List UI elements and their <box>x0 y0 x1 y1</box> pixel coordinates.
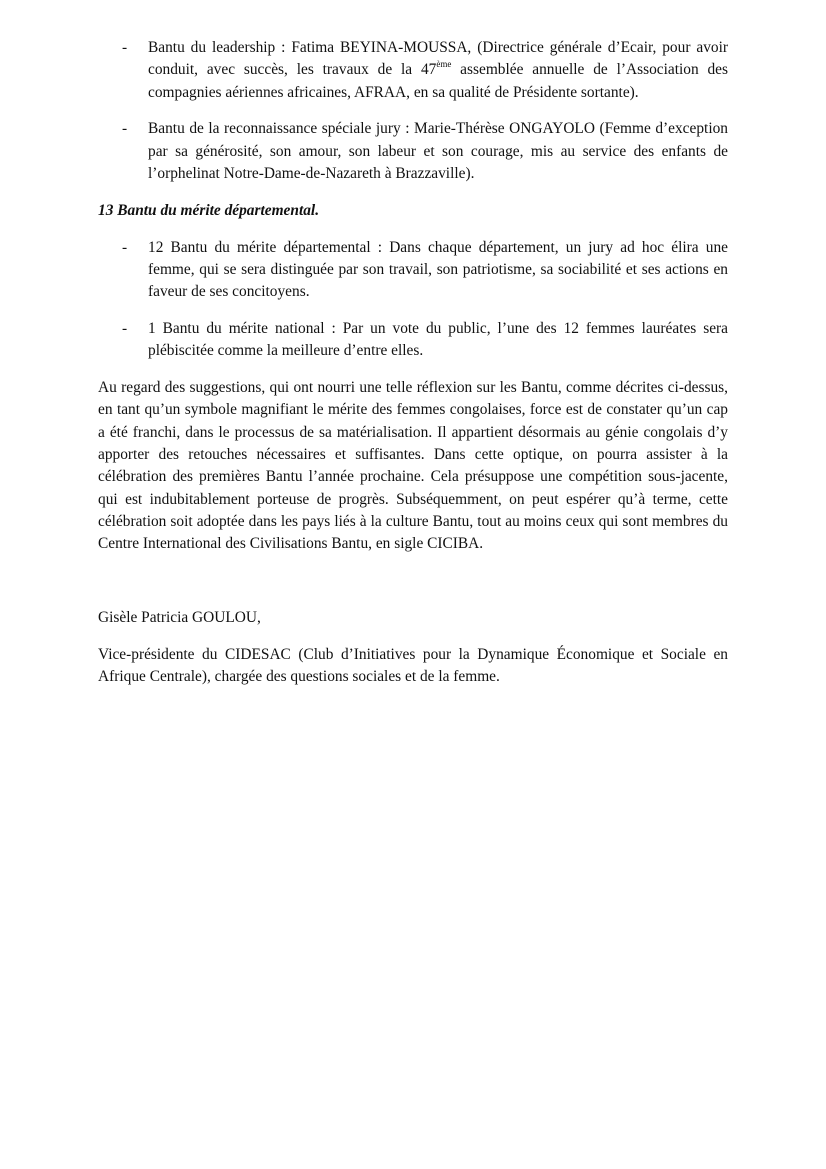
list-item-leadership <box>98 37 728 104</box>
signature-role: Vice-présidente du CIDESAC (Club d’Initiatives pour la Dynamique Économique et Sociale en Afrique Centrale), chargée des questions sociales et de la femme. <box>98 645 728 686</box>
list-dash: - <box>122 319 128 337</box>
section-heading: 13 Bantu du mérite départemental. <box>98 201 320 219</box>
list-dash: - <box>122 238 128 256</box>
list-item-text: 1 Bantu du mérite national : Par un vote du public, l’une des 12 femmes lauréates sera plébiscitée comme la meilleure d’entre elles. <box>148 319 728 360</box>
list-item-jury <box>98 118 728 185</box>
signature-name: Gisèle Patricia GOULOU, <box>98 608 261 626</box>
conclusion-paragraph: Au regard des suggestions, qui ont nourri une telle réflexion sur les Bantu, comme décrites ci-dessus, en tant qu’un symbole magnifiant le mérite des femmes congolaises, force est de constater qu’un cap a été franchi, dans le processus de sa matérialisation. Il appartient désormais au génie congolais d’y apporter des retouches nécessaires et suffisantes. Dans cette optique, on pourra assister à la célébration des premières Bantu l’année prochaine. Cela présuppose une compétition sous-jacente, qui est indubitablement porteuse de progrès. Subséquemment, on peut espérer qu’à terme, cette célébration soit adoptée dans les pays liés à la culture Bantu, tout au moins ceux qui sont membres du Centre International des Civilisations Bantu, en sigle CICIBA. <box>98 379 728 553</box>
list-item-national <box>98 318 728 363</box>
list-dash: - <box>122 120 128 138</box>
superscript: ème <box>436 59 452 70</box>
list-item-text <box>148 39 728 101</box>
spacer <box>98 570 728 607</box>
document-page <box>98 37 728 703</box>
list-item-text: 12 Bantu du mérite départemental : Dans chaque département, un jury ad hoc élira une femme, qui se sera distinguée par son travail, son patriotisme, sa sociabilité et ses actions en faveur de ses concitoyens. <box>148 238 728 301</box>
list-item-text-part: Bantu du leadership : Fatima BEYINA-MOUSSA, (Directrice générale d’Ecair, pour avoir conduit, avec succès, les travaux de la 47 <box>148 39 728 79</box>
list-item-text: Bantu de la reconnaissance spéciale jury : Marie-Thérèse ONGAYOLO (Femme d’exception par sa générosité, son amour, son labeur et son courage, mis au service des enfants de l’orphelinat Notre-Dame-de-Nazareth à Brazzaville). <box>148 120 728 182</box>
list-item-departmental <box>98 237 728 304</box>
list-item-text-part: assemblée annuelle de l’Association des compagnies aériennes africaines, AFRAA, en sa qualité de Présidente sortante). <box>148 61 729 101</box>
list-dash: - <box>122 39 128 56</box>
